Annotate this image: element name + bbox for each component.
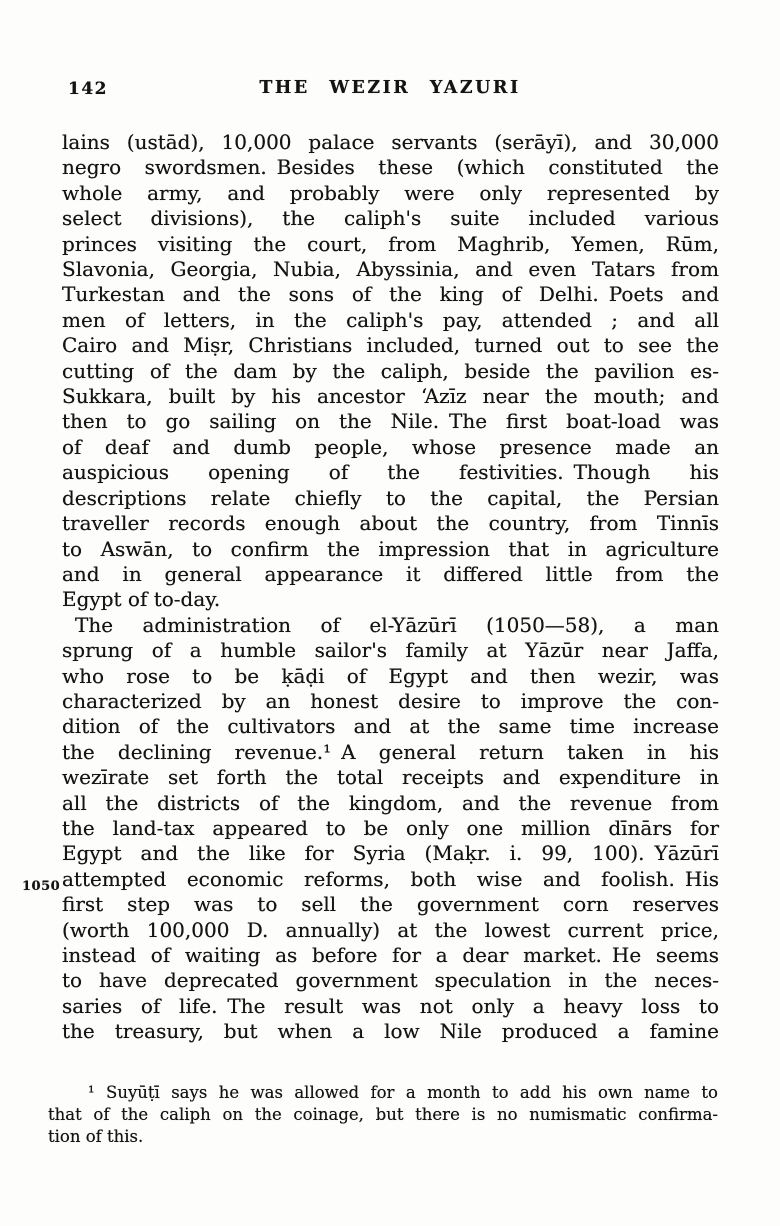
text-line: Slavonia, Georgia, Nubia, Abyssinia, and even Tatars from — [62, 257, 719, 282]
text-line: the treasury, but when a low Nile produced a famine — [62, 1019, 719, 1044]
paragraph-yazuri-administration — [62, 613, 719, 1045]
text-line: dition of the cultivators and at the same time increase — [62, 714, 719, 739]
page-number: 142 — [68, 79, 108, 99]
text-line: The administration of el-Yāzūrī (1050—58), a man — [75, 612, 719, 637]
page-header — [62, 78, 718, 102]
text-line: to Aswān, to confirm the impression that in agriculture — [62, 536, 719, 561]
text-line: characterized by an honest desire to improve the con- — [62, 688, 719, 713]
text-line: sprung of a humble sailor's family at Yāzūr near Jaffa, — [62, 638, 719, 663]
text-line: to have deprecated government speculation in the neces- — [62, 968, 719, 993]
margin-year-note: 1050 — [22, 879, 61, 894]
text-line: princes visiting the court, from Maghrib, Yemen, Rūm, — [62, 231, 719, 256]
text-line: Turkestan and the sons of the king of Delhi. Poets and — [62, 282, 719, 307]
text-line: select divisions), the caliph's suite included various — [62, 206, 719, 231]
text-line: then to go sailing on the Nile. The first boat-load was — [62, 409, 719, 434]
text-line: and in general appearance it differed little from the — [62, 561, 719, 586]
text-line: negro swordsmen. Besides these (which constituted the — [62, 155, 719, 180]
text-line: lains (ustād), 10,000 palace servants (serāyī), and 30,000 — [62, 130, 719, 154]
paragraph-continuation — [62, 130, 719, 613]
text-line: who rose to be ḳāḍi of Egypt and then wezir, was — [62, 663, 719, 688]
text-line: whole army, and probably were only represented by — [62, 180, 719, 205]
text-line: Egypt and the like for Syria (Maḳr. i. 99, 100). Yāzūrī — [62, 841, 719, 866]
text-line: first step was to sell the government corn reserves — [62, 892, 719, 917]
text-line: attempted economic reforms, both wise and foolish. His — [62, 866, 719, 891]
text-line: Egypt of to-day. — [62, 587, 221, 612]
text-line: (worth 100,000 D. annually) at the lowest current price, — [62, 917, 719, 942]
text-line: of deaf and dumb people, whose presence made an — [62, 434, 719, 459]
text-line: traveller records enough about the country, from Tinnīs — [62, 511, 719, 536]
text-line: Cairo and Miṣr, Christians included, turned out to see the — [62, 333, 719, 358]
text-line: tion of this. — [48, 1127, 144, 1146]
text-line: all the districts of the kingdom, and the revenue from — [62, 790, 719, 815]
text-line: saries of life. The result was not only a heavy loss to — [62, 993, 719, 1018]
body-text-column — [22, 130, 719, 1045]
running-head: THE WEZIR YAZURI — [259, 78, 521, 98]
text-line: descriptions relate chiefly to the capital, the Persian — [62, 485, 719, 510]
text-line: men of letters, in the caliph's pay, attended ; and all — [62, 307, 719, 332]
text-line: the land-tax appeared to be only one million dīnārs for — [62, 815, 719, 840]
text-line: ¹ Suyūṭī says he was allowed for a month to add his own name to — [88, 1083, 718, 1102]
text-line: that of the caliph on the coinage, but there is no numismatic confirma- — [48, 1105, 718, 1124]
text-line: wezīrate set forth the total receipts and expenditure in — [62, 765, 719, 790]
text-line: instead of waiting as before for a dear market. He seems — [62, 943, 719, 967]
text-line: cutting of the dam by the caliph, beside the pavilion es- — [62, 358, 719, 383]
text-line: Sukkara, built by his ancestor ʻAzīz near the mouth; and — [62, 384, 719, 409]
text-line: the declining revenue.¹ A general return taken in his — [62, 739, 719, 764]
text-line: auspicious opening of the festivities. Though his — [62, 460, 719, 485]
footnote-block — [48, 1082, 718, 1148]
